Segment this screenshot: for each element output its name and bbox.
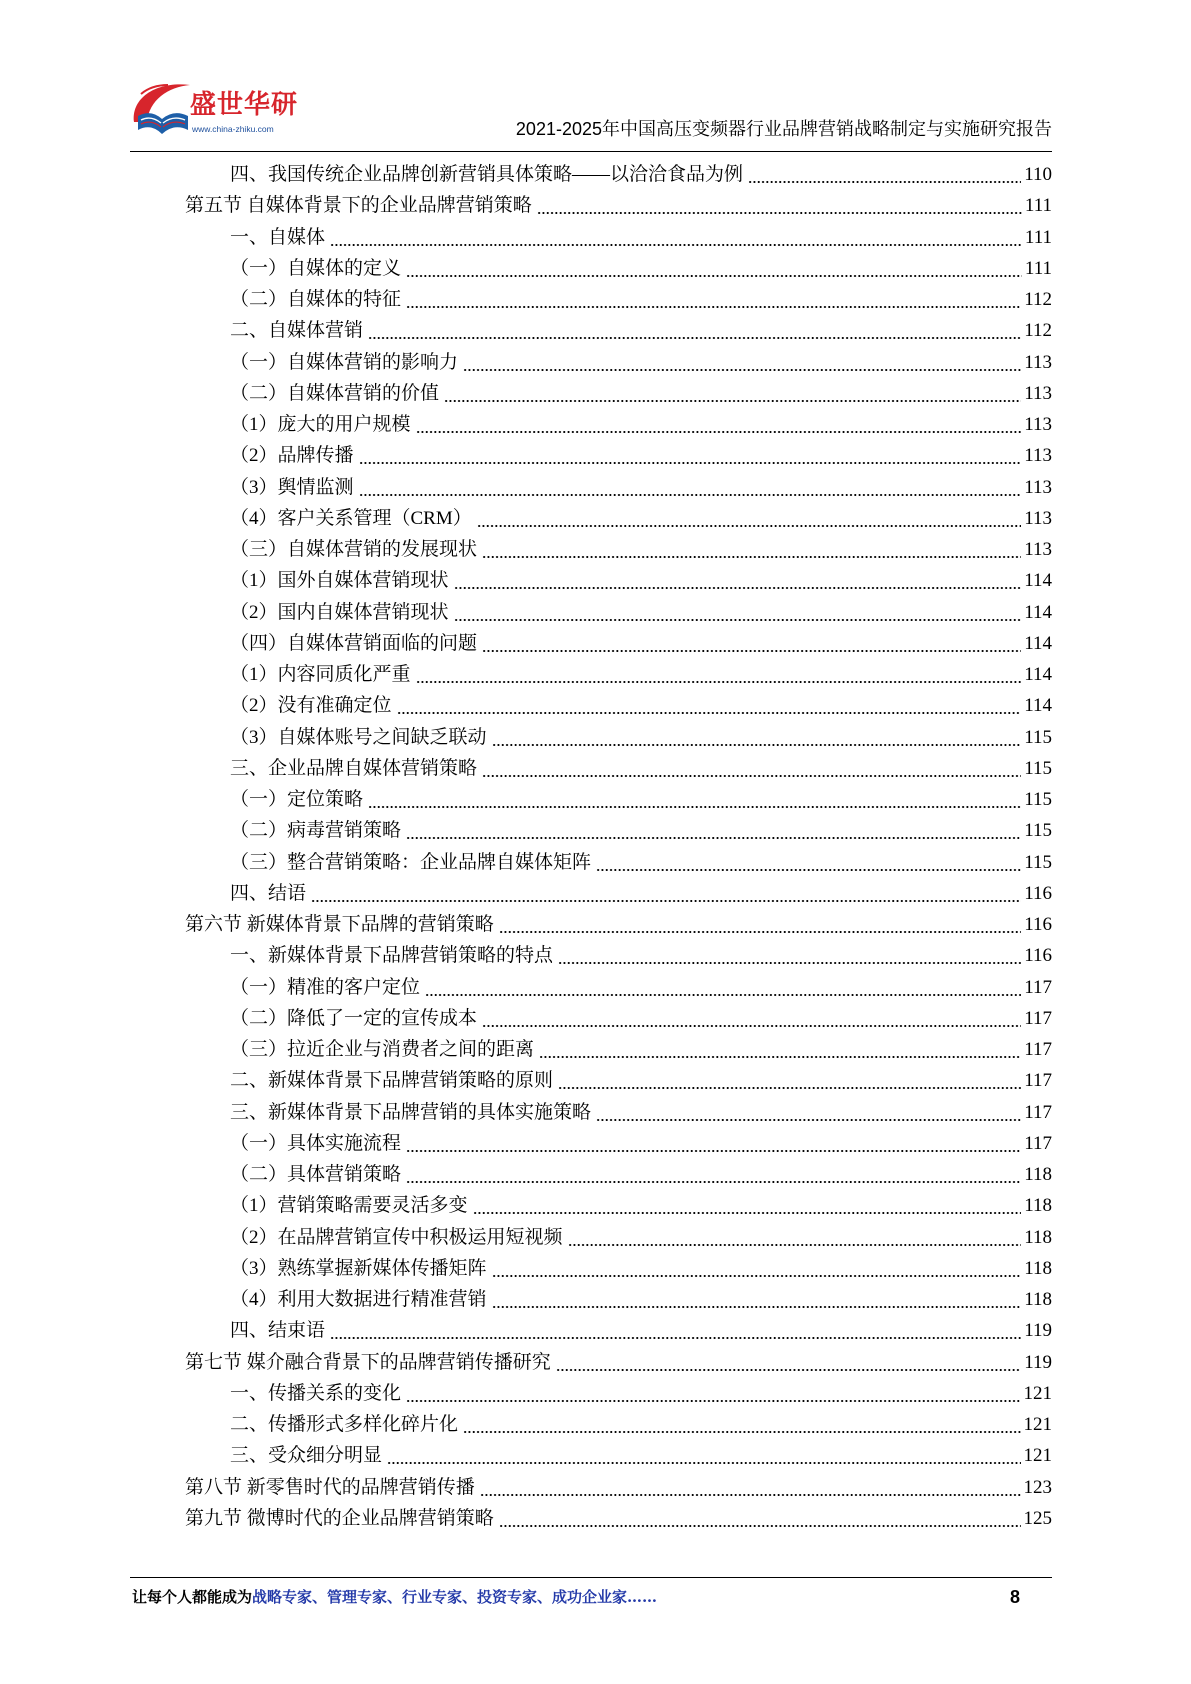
dot-leader (558, 940, 1021, 971)
toc-entry[interactable] (0, 565, 1191, 596)
toc-entry-page: 123 (1023, 1476, 1052, 1498)
toc-section-entry[interactable] (0, 1347, 1191, 1378)
toc-entry-page: 118 (1024, 1226, 1052, 1248)
dot-leader (406, 1159, 1021, 1190)
toc-entry-title: （一）自媒体营销的影响力 (230, 351, 459, 373)
toc-entry-page: 110 (1024, 164, 1052, 185)
toc-entry-title: （4）客户关系管理（CRM） (230, 507, 472, 529)
toc-entry-title: （二）自媒体的特征 (230, 289, 402, 310)
toc-entry-page: 113 (1024, 414, 1052, 435)
toc-entry-title: 第六节 新媒体背景下品牌的营销策略 (185, 914, 494, 935)
toc-entry-title: （3）熟练掌握新媒体传播矩阵 (230, 1257, 487, 1279)
toc-entry-title: （四）自媒体营销面临的问题 (230, 632, 478, 654)
toc-entry-page: 115 (1024, 757, 1052, 779)
toc-entry-page: 112 (1024, 289, 1052, 310)
dot-leader (473, 1190, 1022, 1221)
toc-entry[interactable] (0, 659, 1191, 690)
toc-section-entry[interactable] (0, 909, 1191, 940)
logo-url: www.china-zhiku.com (192, 124, 274, 134)
toc-entry-page: 115 (1024, 851, 1052, 873)
toc-entry-page: 117 (1024, 976, 1052, 998)
dot-leader (499, 909, 1021, 940)
dot-leader (537, 190, 1022, 221)
toc-entry-page: 114 (1024, 664, 1052, 685)
dot-leader (311, 878, 1021, 909)
toc-entry[interactable] (0, 347, 1191, 378)
dot-leader (444, 378, 1021, 409)
dot-leader (406, 284, 1021, 315)
toc-entry-title: （三）拉近企业与消费者之间的距离 (230, 1039, 535, 1060)
toc-entry[interactable] (0, 815, 1191, 846)
toc-entry[interactable] (0, 315, 1191, 346)
dot-leader (482, 628, 1021, 659)
toc-entry-page: 119 (1024, 1320, 1052, 1342)
toc-entry[interactable] (0, 503, 1191, 534)
toc-section-entry[interactable] (0, 190, 1191, 221)
toc-entry[interactable] (0, 440, 1191, 471)
toc-entry[interactable] (0, 1222, 1191, 1253)
dot-leader (482, 534, 1021, 565)
toc-entry[interactable] (0, 253, 1191, 284)
dot-leader (406, 253, 1022, 284)
toc-entry-title: （3）舆情监测 (230, 476, 354, 498)
toc-entry[interactable] (0, 534, 1191, 565)
toc-entry-title: （三）自媒体营销的发展现状 (230, 539, 478, 560)
dot-leader (406, 1378, 1020, 1409)
dot-leader (477, 503, 1021, 534)
toc-entry-title: （1）内容同质化严重 (230, 664, 411, 685)
toc-entry-title: （一）定位策略 (230, 789, 364, 810)
dot-leader (368, 315, 1021, 346)
toc-entry-title: 四、我国传统企业品牌创新营销具体策略——以洽洽食品为例 (230, 164, 744, 185)
toc-entry-page: 114 (1024, 601, 1052, 623)
toc-entry-title: （1）国外自媒体营销现状 (230, 570, 449, 592)
toc-entry[interactable] (0, 1315, 1191, 1346)
report-title: 2021-2025年中国高压变频器行业品牌营销战略制定与实施研究报告 (515, 119, 1052, 139)
dot-leader (359, 472, 1022, 503)
toc-entry-title: 三、企业品牌自媒体营销策略 (230, 757, 478, 779)
toc-entry-page: 121 (1023, 1382, 1052, 1404)
dot-leader (463, 1409, 1020, 1440)
toc-entry[interactable] (0, 597, 1191, 628)
dot-leader (568, 1222, 1022, 1253)
dot-leader (482, 753, 1021, 784)
toc-entry-page: 116 (1024, 945, 1052, 967)
dot-leader (397, 690, 1022, 721)
toc-entry-page: 111 (1024, 257, 1052, 279)
header-divider (130, 151, 1052, 152)
logo-name: 盛世华研 (190, 90, 299, 120)
toc-entry[interactable] (0, 1065, 1191, 1096)
toc-entry-page: 118 (1024, 1289, 1052, 1310)
toc-entry[interactable] (0, 1378, 1191, 1409)
toc-entry-title: （二）降低了一定的宣传成本 (230, 1007, 478, 1029)
slogan-highlight: 战略专家、管理专家、行业专家、投资专家、成功企业家…… (252, 1588, 658, 1606)
toc-entry-title: 第九节 微博时代的企业品牌营销策略 (185, 1507, 494, 1529)
toc-entry-page: 117 (1024, 1101, 1052, 1123)
toc-entry-page: 113 (1024, 351, 1052, 373)
toc-entry-title: （一）精准的客户定位 (230, 976, 421, 998)
toc-entry[interactable] (0, 1097, 1191, 1128)
toc-entry-title: （1）营销策略需要灵活多变 (230, 1195, 468, 1217)
toc-entry-page: 112 (1024, 320, 1052, 342)
footer-slogan (132, 1588, 657, 1608)
toc-entry[interactable] (0, 378, 1191, 409)
dot-leader (556, 1347, 1021, 1378)
dot-leader (406, 815, 1021, 846)
toc-entry-page: 121 (1023, 1414, 1052, 1435)
toc-entry[interactable] (0, 1190, 1191, 1221)
toc-section-entry[interactable] (0, 1503, 1191, 1534)
page-number: 8 (1010, 1587, 1021, 1607)
toc-entry[interactable] (0, 784, 1191, 815)
toc-entry-page: 118 (1024, 1164, 1052, 1185)
dot-leader (492, 1253, 1022, 1284)
slogan-prefix: 让每个人都能成为 (132, 1588, 253, 1606)
toc-entry-page: 114 (1024, 632, 1052, 654)
dot-leader (480, 1472, 1021, 1503)
toc-entry-title: （2）没有准确定位 (230, 695, 392, 717)
toc-entry[interactable] (0, 472, 1191, 503)
toc-entry[interactable] (0, 1253, 1191, 1284)
toc-entry-title: （三）整合营销策略：企业品牌自媒体矩阵 (230, 851, 592, 873)
toc-entry[interactable] (0, 159, 1191, 190)
dot-leader (416, 409, 1022, 440)
toc-entry-title: 第七节 媒介融合背景下的品牌营销传播研究 (185, 1351, 551, 1373)
dot-leader (596, 1097, 1021, 1128)
toc-entry-title: 三、受众细分明显 (230, 1445, 383, 1467)
dot-leader (406, 1128, 1021, 1159)
toc-entry-page: 116 (1024, 914, 1052, 935)
dot-leader (596, 847, 1021, 878)
dot-leader (463, 347, 1021, 378)
toc-list (0, 159, 1191, 1534)
toc-entry[interactable] (0, 878, 1191, 909)
dot-leader (425, 972, 1021, 1003)
dot-leader (387, 1440, 1020, 1471)
footer-divider (130, 1577, 1052, 1578)
company-logo (128, 78, 318, 144)
toc-entry-title: 第八节 新零售时代的品牌营销传播 (185, 1476, 475, 1498)
toc-entry-title: （3）自媒体账号之间缺乏联动 (230, 726, 487, 748)
toc-entry-title: （二）病毒营销策略 (230, 820, 402, 842)
dot-leader (416, 659, 1022, 690)
toc-entry-title: 四、结语 (230, 882, 307, 904)
dot-leader (359, 440, 1022, 471)
toc-entry[interactable] (0, 1034, 1191, 1065)
toc-entry[interactable] (0, 1440, 1191, 1471)
toc-entry[interactable] (0, 722, 1191, 753)
toc-entry-page: 117 (1024, 1070, 1052, 1092)
toc-entry-title: 一、传播关系的变化 (230, 1382, 402, 1404)
dot-leader (454, 565, 1022, 596)
toc-entry-title: （1）庞大的用户规模 (230, 414, 411, 435)
toc-entry[interactable] (0, 628, 1191, 659)
dot-leader (454, 597, 1022, 628)
toc-entry-title: 四、结束语 (230, 1320, 326, 1342)
toc-entry-page: 113 (1024, 445, 1052, 467)
toc-entry-title: 第五节 自媒体背景下的企业品牌营销策略 (185, 195, 532, 217)
toc-entry-page: 115 (1024, 789, 1052, 810)
toc-entry-title: 一、自媒体 (230, 226, 326, 248)
toc-entry[interactable] (0, 753, 1191, 784)
toc-entry-page: 111 (1024, 195, 1052, 217)
toc-entry-page: 119 (1024, 1351, 1052, 1373)
toc-entry-page: 113 (1024, 476, 1052, 498)
toc-entry-page: 113 (1024, 382, 1052, 404)
dot-leader (330, 222, 1022, 253)
toc-entry-title: 三、新媒体背景下品牌营销的具体实施策略 (230, 1101, 592, 1123)
toc-entry-page: 116 (1024, 882, 1052, 904)
toc-entry-page: 117 (1024, 1132, 1052, 1154)
toc-section-entry[interactable] (0, 1472, 1191, 1503)
dot-leader (482, 1003, 1021, 1034)
toc-entry-title: 二、自媒体营销 (230, 320, 364, 342)
toc-entry-page: 118 (1024, 1195, 1052, 1217)
toc-entry-title: （二）具体营销策略 (230, 1164, 402, 1185)
toc-entry[interactable] (0, 1003, 1191, 1034)
toc-entry-page: 115 (1024, 820, 1052, 842)
toc-entry[interactable] (0, 222, 1191, 253)
dot-leader (558, 1065, 1021, 1096)
toc-entry-page: 117 (1024, 1007, 1052, 1029)
dot-leader (539, 1034, 1021, 1065)
toc-entry-title: （一）具体实施流程 (230, 1132, 402, 1154)
toc-entry-title: （二）自媒体营销的价值 (230, 382, 440, 404)
toc-entry-page: 114 (1024, 695, 1052, 717)
toc-entry-page: 115 (1024, 726, 1052, 748)
toc-entry[interactable] (0, 972, 1191, 1003)
dot-leader (748, 159, 1021, 190)
logo-book-icon (128, 78, 194, 140)
toc-entry-title: （2）国内自媒体营销现状 (230, 601, 449, 623)
toc-entry[interactable] (0, 1284, 1191, 1315)
toc-entry-title: （2）品牌传播 (230, 445, 354, 467)
toc-entry-page: 113 (1024, 507, 1052, 529)
toc-entry-page: 113 (1024, 539, 1052, 560)
toc-entry-page: 118 (1024, 1257, 1052, 1279)
toc-entry-page: 125 (1023, 1507, 1052, 1529)
toc-entry[interactable] (0, 409, 1191, 440)
toc-entry[interactable] (0, 1159, 1191, 1190)
toc-entry[interactable] (0, 1409, 1191, 1440)
toc-entry-title: （一）自媒体的定义 (230, 257, 402, 279)
toc-entry[interactable] (0, 284, 1191, 315)
toc-entry-page: 117 (1024, 1039, 1052, 1060)
toc-entry-title: 二、传播形式多样化碎片化 (230, 1414, 459, 1435)
toc-entry[interactable] (0, 940, 1191, 971)
dot-leader (499, 1503, 1021, 1534)
toc-entry-page: 114 (1024, 570, 1052, 592)
dot-leader (368, 784, 1021, 815)
dot-leader (492, 722, 1022, 753)
toc-entry-page: 111 (1024, 226, 1052, 248)
toc-entry-title: 二、新媒体背景下品牌营销策略的原则 (230, 1070, 554, 1092)
dot-leader (492, 1284, 1022, 1315)
toc-entry-title: （4）利用大数据进行精准营销 (230, 1289, 487, 1310)
toc-entry-title: 一、新媒体背景下品牌营销策略的特点 (230, 945, 554, 967)
toc-entry-title: （2）在品牌营销宣传中积极运用短视频 (230, 1226, 563, 1248)
dot-leader (330, 1315, 1021, 1346)
toc-entry[interactable] (0, 1128, 1191, 1159)
toc-entry-page: 121 (1023, 1445, 1052, 1467)
toc-entry[interactable] (0, 847, 1191, 878)
toc-entry[interactable] (0, 690, 1191, 721)
